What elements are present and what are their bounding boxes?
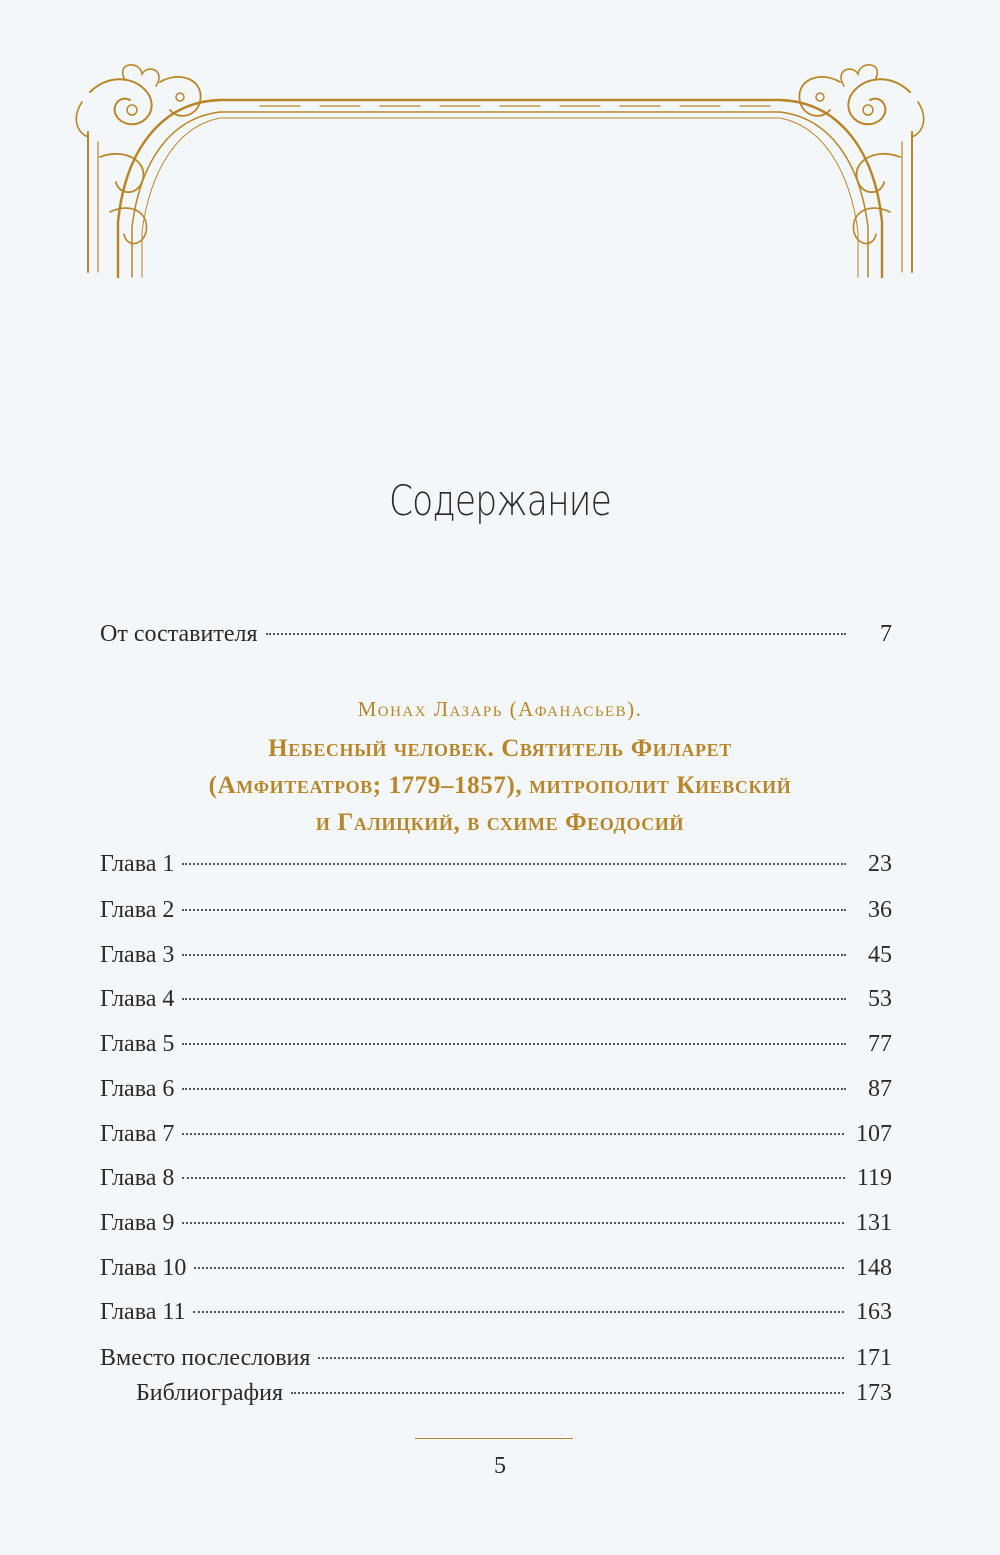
toc-entry-label: Глава 2 xyxy=(100,897,175,923)
toc-entry-page: 148 xyxy=(856,1255,892,1281)
toc-entry-intro[interactable] xyxy=(100,619,892,649)
dot-leader xyxy=(194,1267,844,1269)
toc-entry-page: 45 xyxy=(868,942,892,968)
toc-entry-chapter-3[interactable] xyxy=(100,940,892,970)
toc-entry-label: Глава 6 xyxy=(100,1076,175,1102)
toc-entry-chapter-5[interactable] xyxy=(100,1029,892,1059)
toc-entry-label: Глава 1 xyxy=(100,851,175,877)
dot-leader xyxy=(193,1311,844,1313)
section-heading-line: Небесный человек. Святитель Филарет xyxy=(268,735,732,762)
toc-entry-label: Вместо послесловия xyxy=(100,1345,311,1371)
dot-leader xyxy=(182,1043,846,1045)
dot-leader xyxy=(182,1222,844,1224)
toc-entry-chapter-4[interactable] xyxy=(100,984,892,1014)
toc-entry-label: Глава 11 xyxy=(100,1299,186,1325)
dot-leader xyxy=(182,954,846,956)
toc-entry-label: Глава 10 xyxy=(100,1255,187,1281)
toc-entry-page: 171 xyxy=(856,1345,892,1371)
dot-leader xyxy=(182,863,846,865)
toc-entry-page: 53 xyxy=(868,986,892,1012)
dot-leader xyxy=(182,998,846,1000)
section-heading-line: (Амфитеатров; 1779–1857), митрополит Киевский xyxy=(208,772,792,799)
section-author: Монах Лазарь (Афанасьев). xyxy=(357,697,643,721)
page-title: Содержание xyxy=(388,476,612,525)
toc-entry-chapter-1[interactable] xyxy=(100,849,892,879)
toc-entry-page: 7 xyxy=(880,621,892,647)
toc-entry-chapter-8[interactable] xyxy=(100,1163,892,1193)
toc-entry-chapter-7[interactable] xyxy=(100,1119,892,1149)
toc-entry-label: Глава 8 xyxy=(100,1165,175,1191)
toc-entry-chapter-6[interactable] xyxy=(100,1074,892,1104)
dot-leader xyxy=(182,909,846,911)
footer-rule xyxy=(415,1438,573,1439)
toc-entry-chapter-10[interactable] xyxy=(100,1253,892,1283)
toc-entry-label: Глава 4 xyxy=(100,986,175,1012)
toc-entry-page: 173 xyxy=(856,1380,892,1406)
section-heading xyxy=(0,730,1000,841)
toc-entry-bibliography[interactable] xyxy=(136,1378,892,1408)
toc-entry-label: От составителя xyxy=(100,621,258,647)
toc-entry-page: 77 xyxy=(868,1031,892,1057)
toc-entry-page: 163 xyxy=(856,1299,892,1325)
decorative-header-ornament xyxy=(70,62,930,287)
toc-entry-page: 36 xyxy=(868,897,892,923)
toc-entry-page: 87 xyxy=(868,1076,892,1102)
dot-leader xyxy=(318,1357,844,1359)
dot-leader xyxy=(182,1177,845,1179)
section-heading-line: и Галицкий, в схиме Феодосий xyxy=(315,809,685,836)
toc-entry-page: 107 xyxy=(856,1121,892,1147)
toc-entry-label: Глава 3 xyxy=(100,942,175,968)
toc-entry-label: Глава 5 xyxy=(100,1031,175,1057)
toc-entry-page: 23 xyxy=(868,851,892,877)
toc-entry-chapter-9[interactable] xyxy=(100,1208,892,1238)
toc-entry-afterword[interactable] xyxy=(100,1343,892,1373)
dot-leader xyxy=(182,1133,844,1135)
dot-leader xyxy=(291,1392,844,1394)
toc-entry-label: Глава 7 xyxy=(100,1121,175,1147)
toc-entry-label: Библиография xyxy=(136,1380,283,1406)
dot-leader xyxy=(182,1088,846,1090)
page-number: 5 xyxy=(494,1453,506,1479)
toc-entry-label: Глава 9 xyxy=(100,1210,175,1236)
dot-leader xyxy=(266,633,847,635)
toc-entry-page: 131 xyxy=(856,1210,892,1236)
toc-entry-chapter-2[interactable] xyxy=(100,895,892,925)
toc-entry-page: 119 xyxy=(856,1165,892,1191)
toc-entry-chapter-11[interactable] xyxy=(100,1297,892,1327)
